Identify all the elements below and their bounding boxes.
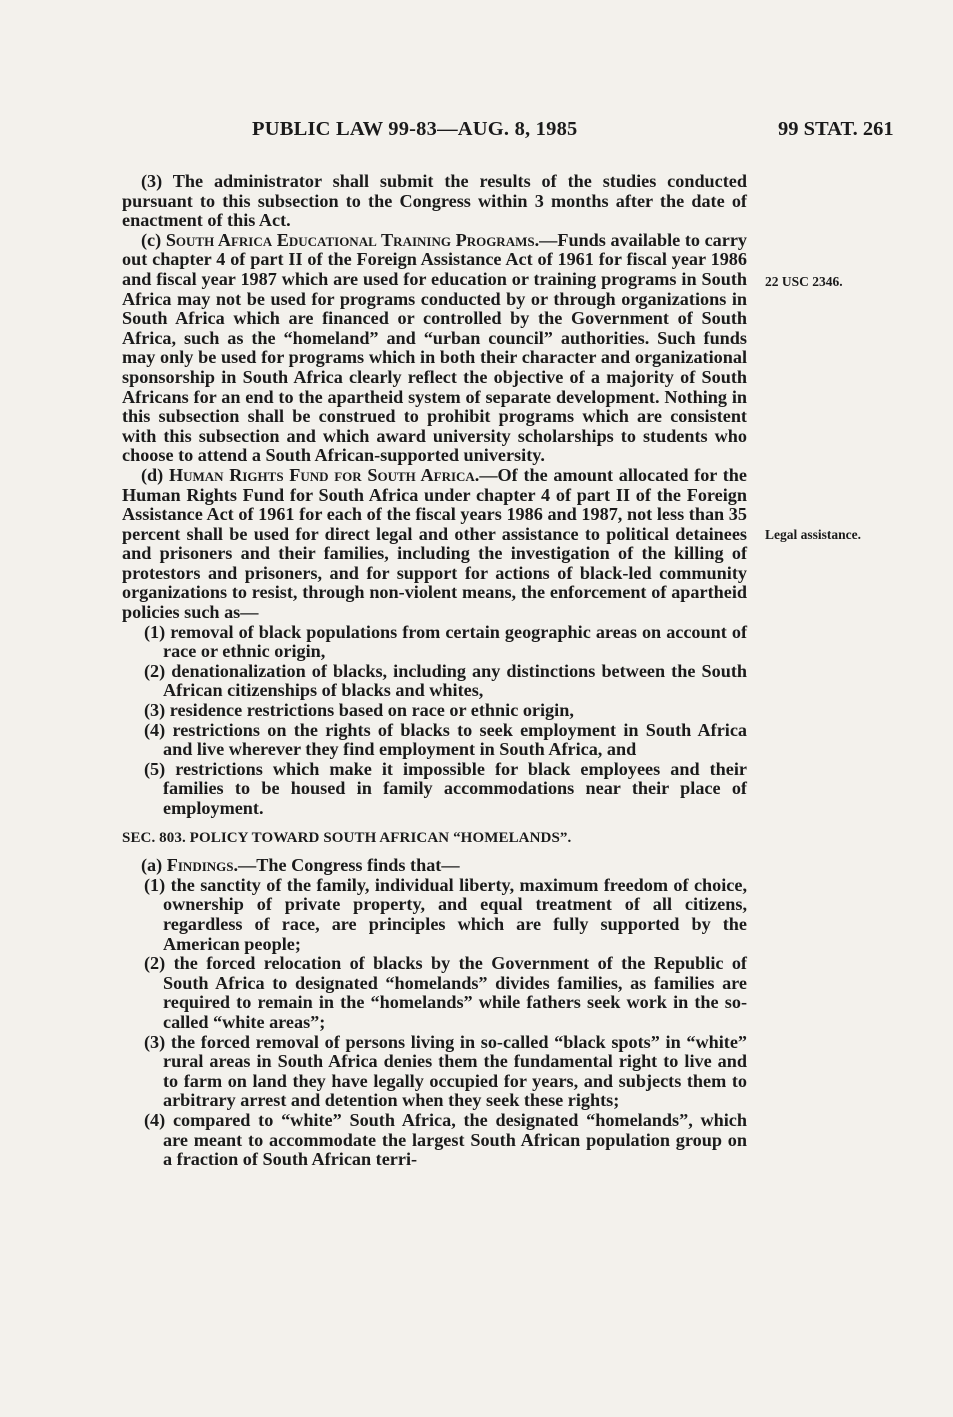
- list-item: (1) the sanctity of the family, individual liberty, maximum freedom of choice, ownership of private property, and equal treatment of all citizens, regardless of race, are principles which are fully supported by the American people;: [144, 874, 747, 954]
- subsection-c-text: —Funds available to carry out chapter 4 of part II of the Foreign Assistance Act of 1961 for fiscal year 1986 and fiscal year 1987 which are used for education or training programs in South Africa may not be used for programs conducted by or through organizations in South Africa which are financed or controlled by the Government of South Africa, such as the “homeland” and “urban council” authorities. Such funds may only be used for programs which in both their character and organizational sponsorship in South Africa clearly reflect the objective of a majority of South Africans for an end to the apartheid system of separate development. Nothing in this subsection shall be construed to prohibit programs which are consistent with this subsection and which award university scholarships to students who choose to attend a South African-supported university.: [122, 229, 748, 466]
- list-item: (5) restrictions which make it impossible for black employees and their families to be housed in family accommodations near their place of employment.: [144, 758, 747, 818]
- statute-body: [122, 172, 747, 1170]
- list-item: (3) the forced removal of persons living in so-called “black spots” in “white” rural areas in South Africa denies them the fundamental right to live and to farm on land they have legally occupied for years, and subjects them to arbitrary arrest and detention when they seek these rights;: [144, 1031, 747, 1111]
- subsection-a-text: —The Congress finds that—: [238, 855, 460, 876]
- paragraph-3: (3) The administrator shall submit the results of the studies conducted pursuant to this subsection to the Congress within 3 months after the date of enactment of this Act.: [122, 171, 747, 231]
- list-item: (2) denationalization of blacks, including any distinctions between the South African citizenships of blacks and whites,: [144, 660, 747, 701]
- list-item: (4) compared to “white” South Africa, the designated “homelands”, which are meant to accommodate the largest South African population group on a fraction of South African terri-: [144, 1109, 747, 1170]
- subsection-a-label: (a): [141, 855, 167, 876]
- margin-note-legal: Legal assistance.: [765, 527, 861, 542]
- subsection-a-heading: Findings.: [166, 855, 239, 876]
- page-header: [0, 118, 953, 148]
- subsection-c-heading: South Africa Educational Training Programs.: [165, 229, 540, 250]
- list-item: (4) restrictions on the rights of blacks to seek employment in South Africa and live wherever they find employment in South Africa, and: [144, 719, 747, 760]
- list-item: (1) removal of black populations from certain geographic areas on account of race or ethnic origin,: [144, 621, 747, 662]
- subsection-d-label: (d): [141, 464, 169, 485]
- subsection-c-label: (c): [141, 229, 166, 250]
- margin-note-usc: 22 USC 2346.: [765, 274, 843, 289]
- subsection-d: [122, 466, 747, 623]
- running-title: PUBLIC LAW 99-83—AUG. 8, 1985: [252, 118, 578, 140]
- subsection-a: [122, 856, 747, 876]
- subsection-d-text: —Of the amount allocated for the Human Rights Fund for South Africa under chapter 4 of part II of the Foreign Assistance Act of 1961 for each of the fiscal years 1986 and 1987, not less than 35 percent shall be used for direct legal and other assistance to political detainees and prisoners and their families, including the investigation of the killing of protestors and prisoners, and for support for actions of black-led community organizations to resist, through non-violent means, the enforcement of apartheid policies such as—: [122, 464, 747, 623]
- subsection-d-heading: Human Rights Fund for South Africa.: [168, 464, 480, 485]
- list-item: (2) the forced relocation of blacks by the Government of the Republic of South Africa to designated “homelands” divides families, as families are required to remain in the “homelands” while fathers seek work in the so-called “white areas”;: [144, 953, 747, 1032]
- section-heading: SEC. 803. POLICY TOWARD SOUTH AFRICAN “HOMELANDS”.: [122, 829, 572, 846]
- stat-page-number: 99 STAT. 261: [778, 118, 894, 140]
- subsection-c: [122, 231, 747, 466]
- list-item: (3) residence restrictions based on race or ethnic origin,: [144, 700, 574, 721]
